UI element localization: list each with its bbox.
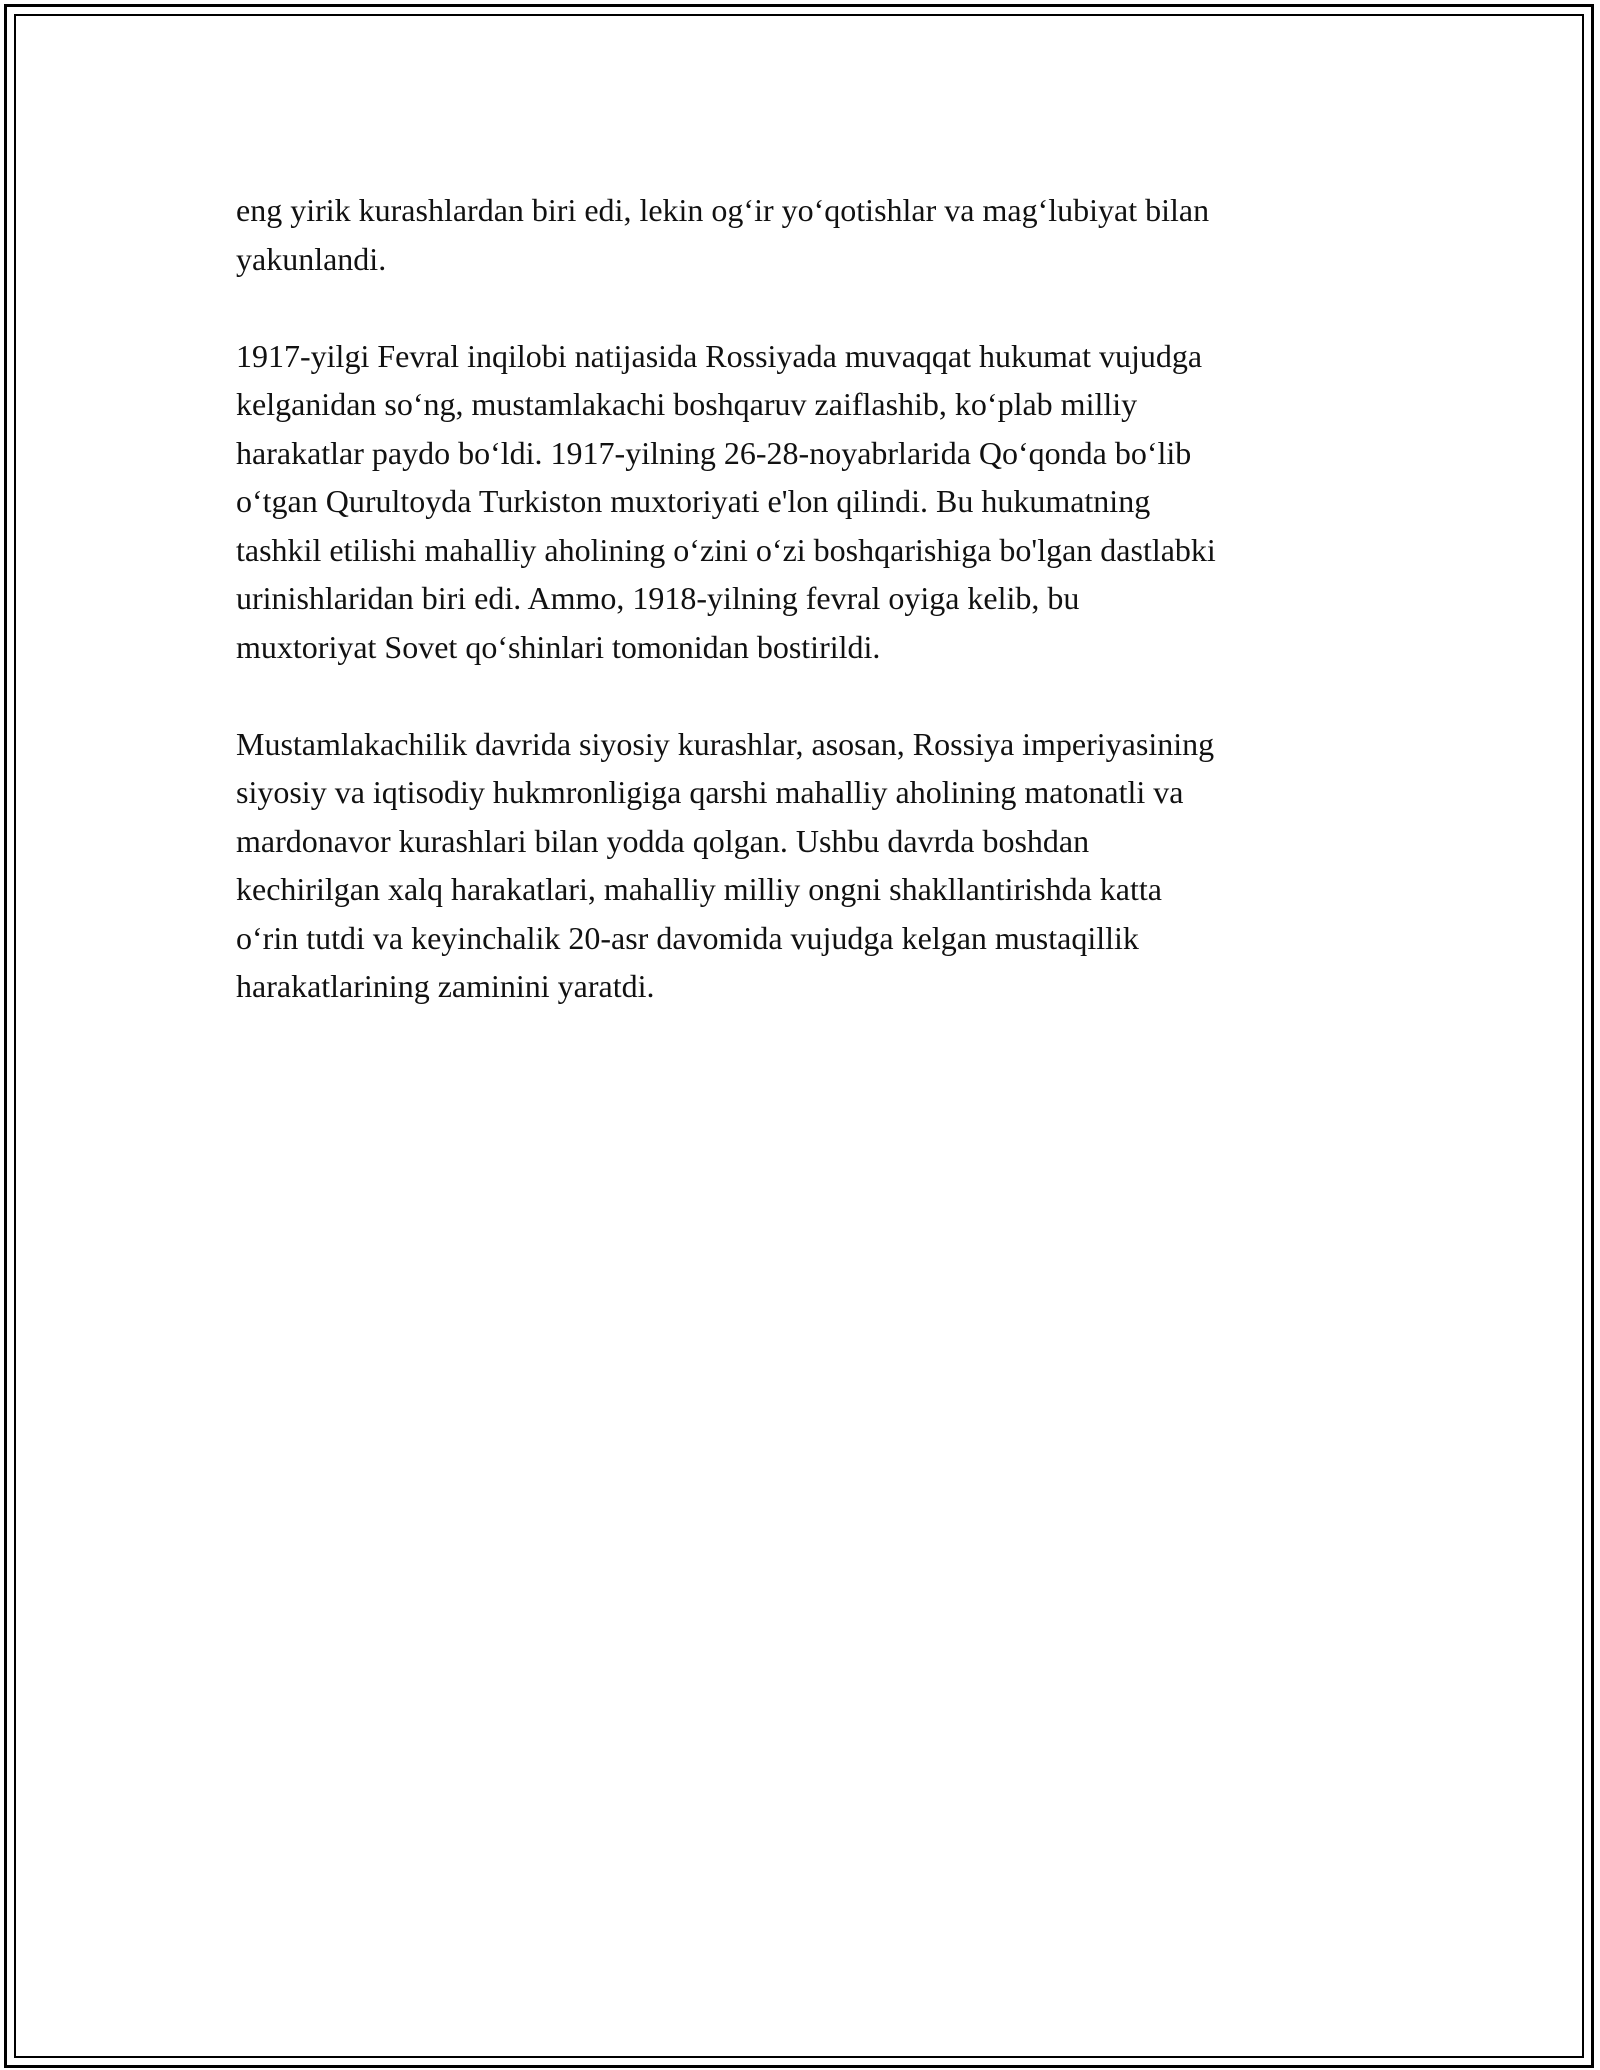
paragraph-3: Mustamlakachilik davrida siyosiy kurashlar, asosan, Rossiya imperiyasining siyosiy va iqtisodiy hukmronligiga qarshi mahalliy aholining matonatli va mardonavor kurashlari bilan yodda qolgan. Ushbu davrda boshdan kechirilgan xalq harakatlari, mahalliy milliy ongni shakllantirishda katta o‘rin tutdi va keyinchalik 20-asr davomida vujudga kelgan mustaqillik harakatlarining zaminini yaratdi. (236, 725, 1215, 1004)
paragraph-2: 1917-yilgi Fevral inqilobi natijasida Rossiyada muvaqqat hukumat vujudga kelganidan so‘ng, mustamlakachi boshqaruv zaiflashib, ko‘plab milliy harakatlar paydo bo‘ldi. 1917-yilning 26-28-noyabrlarida Qo‘qonda bo‘lib o‘tgan Qurultoyda Turkiston muxtoriyati e'lon qilindi. Bu hukumatning tashkil etilishi mahalliy aholining o‘zini o‘zi boshqarishiga bo'lgan dastlabki urinishlaridan biri edi. Ammo, 1918-yilning fevral oyiga kelib, bu muxtoriyat Sovet qo‘shinlari tomonidan bostirildi. (236, 337, 1216, 665)
paragraph-1: eng yirik kurashlardan biri edi, lekin og‘ir yo‘qotishlar va mag‘lubiyat bilan yakunlandi. (236, 192, 1210, 277)
document-body (236, 186, 1366, 1059)
